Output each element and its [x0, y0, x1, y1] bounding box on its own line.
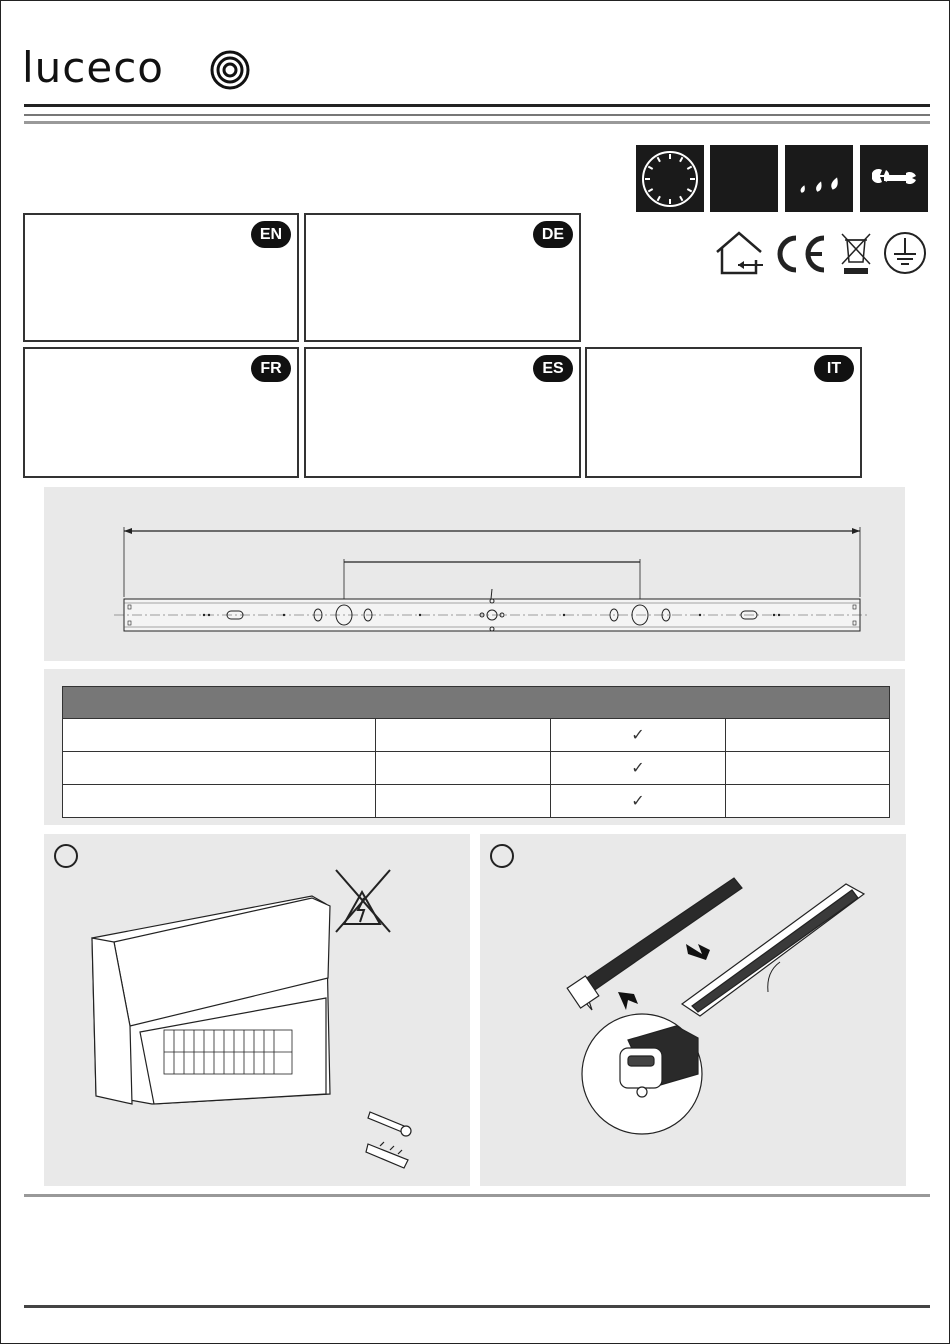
- table-check-cell: ✓: [551, 719, 726, 752]
- table-cell: [376, 752, 551, 785]
- table-cell: [726, 752, 890, 785]
- table-row: [63, 719, 890, 752]
- header-rule-thin-2: [24, 121, 930, 124]
- table-cell: [376, 719, 551, 752]
- table-cell: [63, 785, 376, 818]
- table-row: [63, 752, 890, 785]
- lang-box-fr: [23, 347, 299, 478]
- table-check-cell: ✓: [551, 785, 726, 818]
- table-cell: [726, 719, 890, 752]
- step-1-circle: [54, 844, 78, 868]
- step-2-panel: [480, 834, 906, 1186]
- clock-icon: [636, 145, 704, 212]
- no-electricity-warning-icon: [336, 870, 390, 932]
- indoor-use-icon: [713, 230, 765, 276]
- lang-box-es: [304, 347, 581, 478]
- footer-rule-bottom: [24, 1305, 930, 1308]
- earth-ground-icon: [882, 230, 928, 276]
- isolate-power-illustration: [44, 834, 470, 1186]
- logo-text: luceco: [22, 43, 165, 92]
- logo-rings-icon: [208, 50, 252, 90]
- lang-badge-de: DE: [533, 221, 573, 248]
- lang-box-it: [585, 347, 862, 478]
- table-check-cell: ✓: [551, 752, 726, 785]
- lang-box-de: [304, 213, 581, 342]
- lang-badge-it: IT: [814, 355, 854, 382]
- lang-box-en: [23, 213, 299, 342]
- remove-diffuser-illustration: [480, 834, 906, 1186]
- dimension-panel: [44, 487, 905, 661]
- step-1-panel: [44, 834, 470, 1186]
- step-2-circle: [490, 844, 514, 868]
- table-row: [63, 785, 890, 818]
- fitting-dimension-drawing: [44, 487, 905, 661]
- lang-badge-es: ES: [533, 355, 573, 382]
- wrench-icon: [860, 145, 928, 212]
- header-rule-thin-1: [24, 114, 930, 116]
- lang-badge-fr: FR: [251, 355, 291, 382]
- water-drops-icon: [785, 145, 853, 212]
- table-header: [63, 687, 890, 719]
- header-rule-thick: [24, 104, 930, 107]
- footer-rule-top: [24, 1194, 930, 1197]
- compatibility-table: [62, 686, 890, 818]
- table-cell: [376, 785, 551, 818]
- wall-plug-icon: [366, 1142, 408, 1168]
- lang-badge-en: EN: [251, 221, 291, 248]
- screw-icon: [368, 1112, 411, 1136]
- blank-icon: [710, 145, 778, 212]
- table-cell: [63, 752, 376, 785]
- arrow-icon: [686, 944, 710, 960]
- table-header-row: [63, 687, 890, 719]
- table-cell: [726, 785, 890, 818]
- arrow-icon: [618, 992, 638, 1010]
- luceco-logo: [22, 43, 234, 92]
- table-cell: [63, 719, 376, 752]
- weee-bin-icon: [838, 230, 874, 276]
- ce-mark-icon: [774, 234, 828, 274]
